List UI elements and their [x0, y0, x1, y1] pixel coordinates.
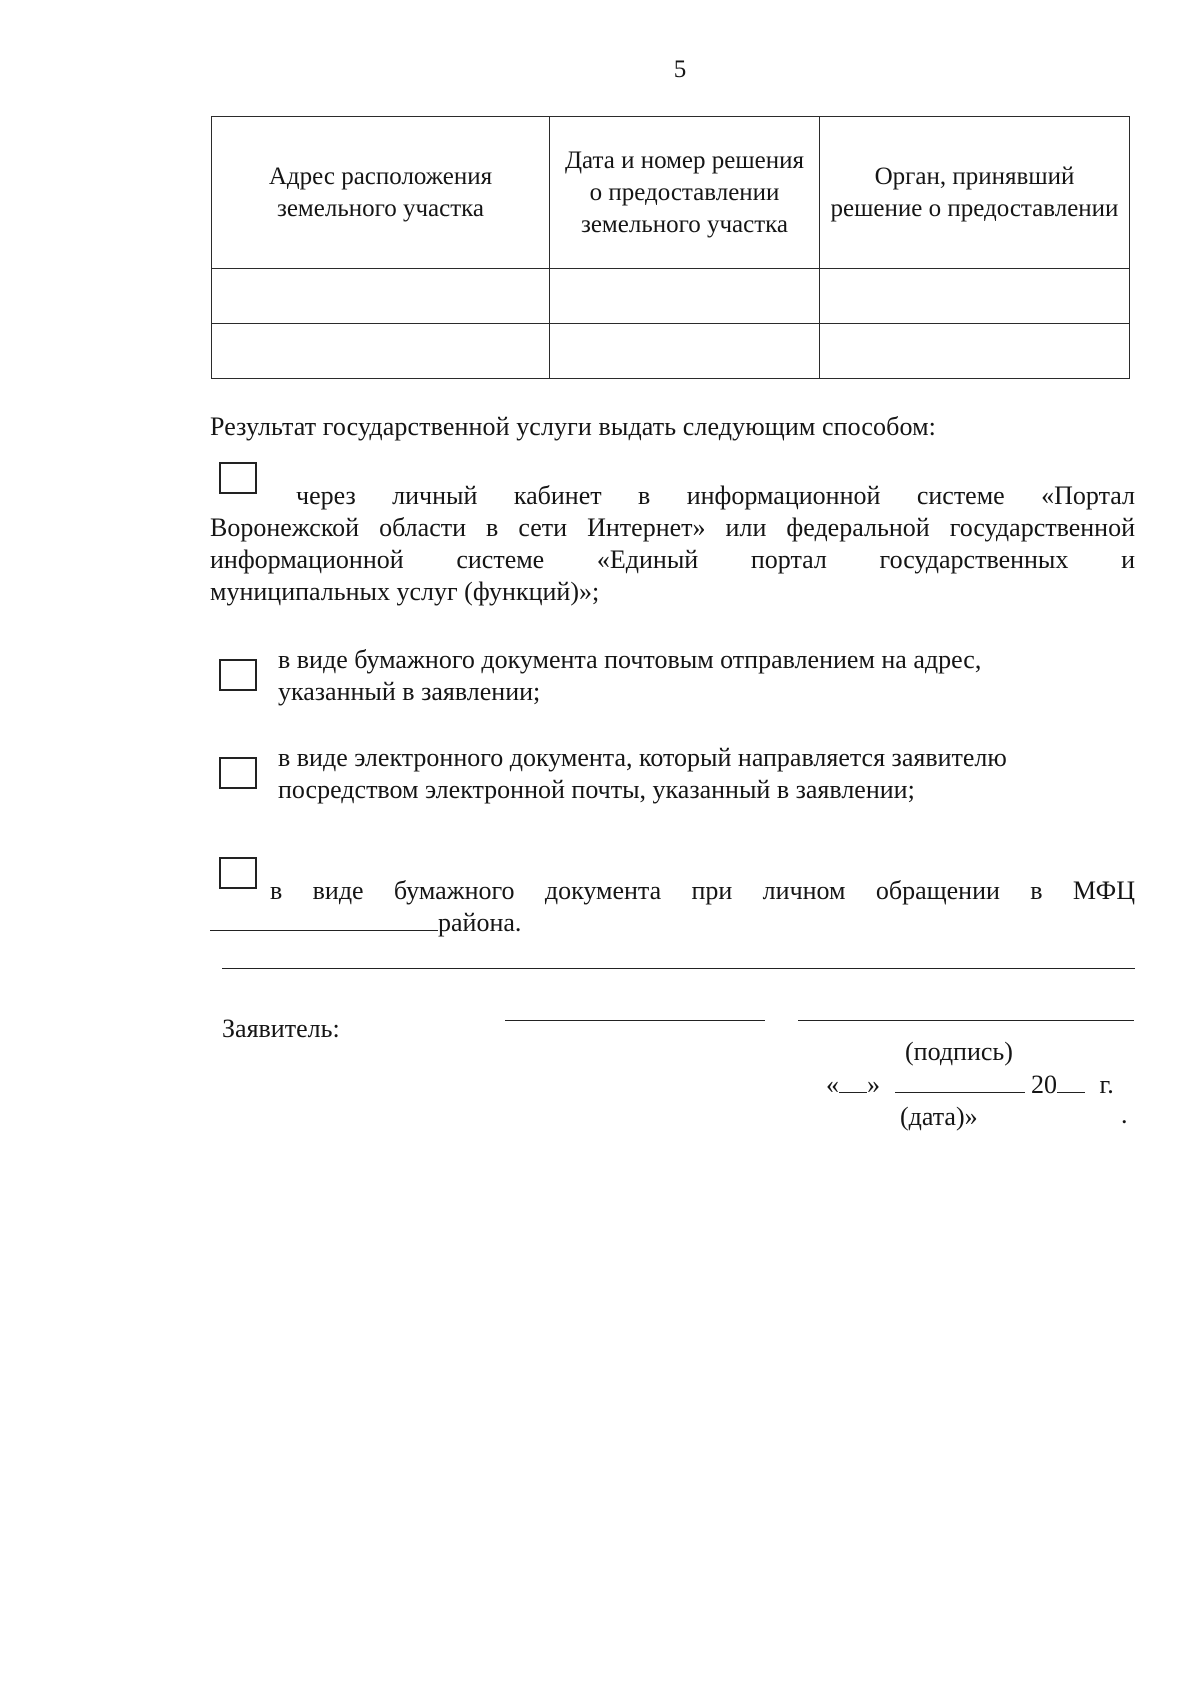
- separator-line: [222, 968, 1135, 969]
- option-mail-checkbox[interactable]: [219, 659, 257, 691]
- date-day-blank[interactable]: [839, 1070, 867, 1093]
- result-delivery-heading: Результат государственной услуги выдать следующим способом:: [210, 412, 936, 441]
- header-decision-date-number: Дата и номер решения о предоставлении земельного участка: [550, 117, 820, 269]
- table-cell[interactable]: [550, 324, 820, 379]
- signature-caption: (подпись): [905, 1037, 1013, 1066]
- option-mail-line: указанный в заявлении;: [278, 677, 541, 706]
- option-email-line: посредством электронной почты, указанный в заявлении;: [278, 775, 915, 804]
- table-cell[interactable]: [820, 324, 1130, 379]
- signature-line[interactable]: [798, 1020, 1134, 1021]
- option-email-checkbox[interactable]: [219, 757, 257, 789]
- table-row: [212, 324, 1130, 379]
- applicant-label: Заявитель:: [222, 1014, 340, 1043]
- table-header-row: [212, 117, 1130, 269]
- date-year-blank[interactable]: [1057, 1070, 1085, 1093]
- option-portal-text: [210, 480, 1135, 608]
- date-caption: (дата)»: [900, 1102, 978, 1131]
- trailing-dot: .: [1121, 1100, 1128, 1129]
- option-mail-text: [278, 644, 1118, 708]
- option-mfc-text: [210, 875, 1135, 939]
- land-grant-table: [211, 116, 1130, 379]
- date-month-blank[interactable]: [895, 1070, 1025, 1093]
- option-mfc-line: в виде бумажного документа при личном обращении в МФЦ: [270, 876, 1135, 905]
- table-cell[interactable]: [212, 324, 550, 379]
- option-mfc-line-2: района.: [210, 907, 1135, 939]
- table-cell[interactable]: [212, 269, 550, 324]
- header-deciding-authority: Орган, принявший решение о предоставлении: [820, 117, 1130, 269]
- applicant-name-line[interactable]: [505, 1020, 765, 1021]
- table-cell[interactable]: [550, 269, 820, 324]
- option-portal-line: Воронежской области в сети Интернет» или федеральной государственной: [210, 513, 1135, 542]
- option-email-line: в виде электронного документа, который направляется заявителю: [278, 743, 1007, 772]
- option-email-text: [278, 742, 1118, 806]
- table-row: [212, 269, 1130, 324]
- option-portal-line: через личный кабинет в информационной системе «Портал: [296, 481, 1135, 510]
- date-line: « » 20 г.: [826, 1070, 1114, 1099]
- option-portal-line: муниципальных услуг (функций)»;: [210, 577, 600, 606]
- table-cell[interactable]: [820, 269, 1130, 324]
- page-number: 5: [673, 56, 687, 83]
- option-portal-line: информационной системе «Единый портал государственных и: [210, 545, 1135, 574]
- option-mail-line: в виде бумажного документа почтовым отправлением на адрес,: [278, 645, 982, 674]
- header-address: Адрес расположения земельного участка: [212, 117, 550, 269]
- district-blank-field[interactable]: [210, 908, 438, 931]
